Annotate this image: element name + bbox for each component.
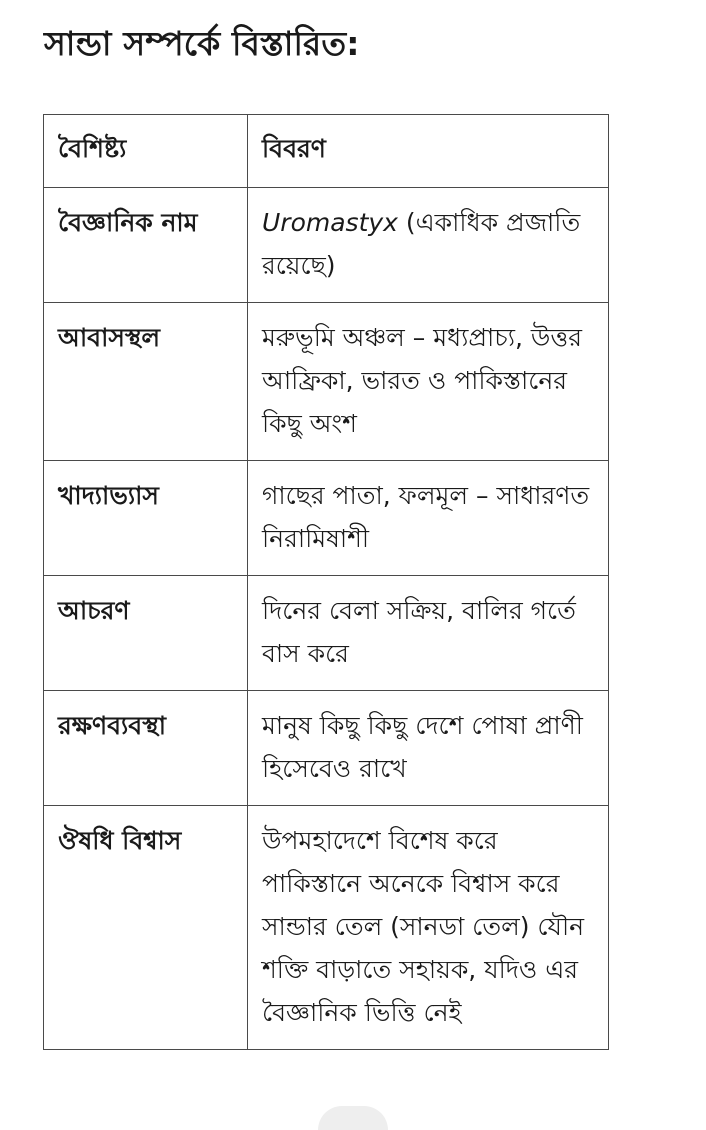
table-row-habitat bbox=[44, 303, 609, 461]
row-label: বৈজ্ঞানিক নাম bbox=[44, 188, 248, 303]
row-label: খাদ্যাভ্যাস bbox=[44, 461, 248, 576]
row-value: গাছের পাতা, ফলমূল – সাধারণত নিরামিষাশী bbox=[248, 461, 609, 576]
scroll-indicator bbox=[318, 1106, 388, 1130]
table-row-diet bbox=[44, 461, 609, 576]
table-row-scientific-name bbox=[44, 188, 609, 303]
column-header-description: বিবরণ bbox=[248, 115, 609, 188]
table-row-medicinal-belief bbox=[44, 806, 609, 1050]
scientific-name-text: Uromastyx bbox=[262, 208, 398, 237]
column-header-feature: বৈশিষ্ট্য bbox=[44, 115, 248, 188]
table-row-behavior bbox=[44, 576, 609, 691]
table-header-row bbox=[44, 115, 609, 188]
table-row-protection bbox=[44, 691, 609, 806]
row-value bbox=[248, 188, 609, 303]
row-label: রক্ষণব্যবস্থা bbox=[44, 691, 248, 806]
row-value: মানুষ কিছু কিছু দেশে পোষা প্রাণী হিসেবেও রাখে bbox=[248, 691, 609, 806]
row-label: আবাসস্থল bbox=[44, 303, 248, 461]
row-value: দিনের বেলা সক্রিয়, বালির গর্তে বাস করে bbox=[248, 576, 609, 691]
row-label: ঔষধি বিশ্বাস bbox=[44, 806, 248, 1050]
row-label: আচরণ bbox=[44, 576, 248, 691]
row-value: উপমহাদেশে বিশেষ করে পাকিস্তানে অনেকে বিশ্বাস করে সান্ডার তেল (সানডা তেল) যৌন শক্তি বাড়াতে সহায়ক, যদিও এর বৈজ্ঞানিক ভিত্তি নেই bbox=[248, 806, 609, 1050]
details-table bbox=[43, 114, 609, 1050]
row-value: মরুভূমি অঞ্চল – মধ্যপ্রাচ্য, উত্তর আফ্রিকা, ভারত ও পাকিস্তানের কিছু অংশ bbox=[248, 303, 609, 461]
scientific-name-note: (একাধিক প্রজাতি রয়েছে) bbox=[262, 208, 581, 280]
page-heading: সান্ডা সম্পর্কে বিস্তারিত: bbox=[44, 24, 360, 63]
